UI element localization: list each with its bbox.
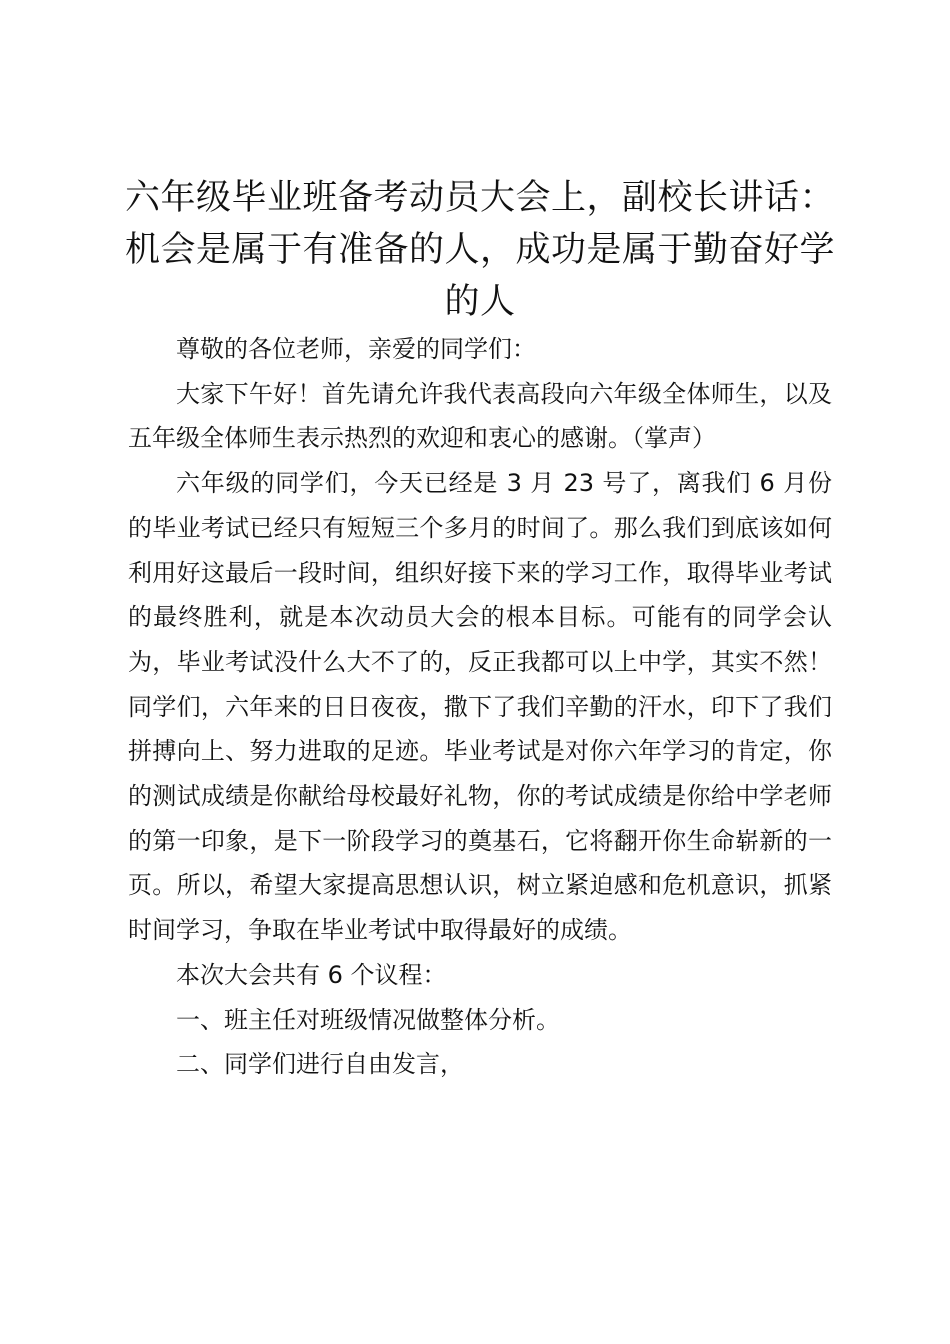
- title-line-1: 六年级毕业班备考动员大会上，副校长讲话：: [124, 178, 835, 218]
- document-title: [120, 172, 840, 328]
- agenda-intro-paragraph: 本次大会共有 6 个议程：: [176, 960, 447, 989]
- main-paragraph: 六年级的同学们，今天已经是 3 月 23 号了，离我们 6 月份的毕业考试已经只有短短三个多月的时间了。那么我们到底该如何利用好这最后一段时间，组织好接下来的学习工作，取得毕业考试的最终胜利，就是本次动员大会的根本目标。可能有的同学会认为，毕业考试没什么大不了的，反正我都可以上中学，其实不然！同学们，六年来的日日夜夜，撒下了我们辛勤的汗水，印下了我们拼搏向上、努力进取的足迹。毕业考试是对你六年学习的肯定，你的测试成绩是你献给母校最好礼物，你的考试成绩是你给中学老师的第一印象，是下一阶段学习的奠基石，它将翻开你生命崭新的一页。所以，希望大家提高思想认识，树立紧迫感和危机意识，抓紧时间学习，争取在毕业考试中取得最好的成绩。: [128, 469, 832, 945]
- greeting-paragraph: 大家下午好！首先请允许我代表高段向六年级全体师生，以及五年级全体师生表示热烈的欢迎和衷心的感谢。（掌声）: [128, 379, 832, 453]
- agenda-item-2: 二、同学们进行自由发言，: [176, 1050, 464, 1079]
- document-body: [128, 327, 832, 1087]
- agenda-item-1: 一、班主任对班级情况做整体分析。: [176, 1005, 560, 1034]
- title-line-2: 机会是属于有准备的人，成功是属于勤奋好学: [124, 230, 835, 270]
- salutation-paragraph: 尊敬的各位老师，亲爱的同学们：: [176, 335, 536, 363]
- title-line-3: 的人: [444, 282, 516, 322]
